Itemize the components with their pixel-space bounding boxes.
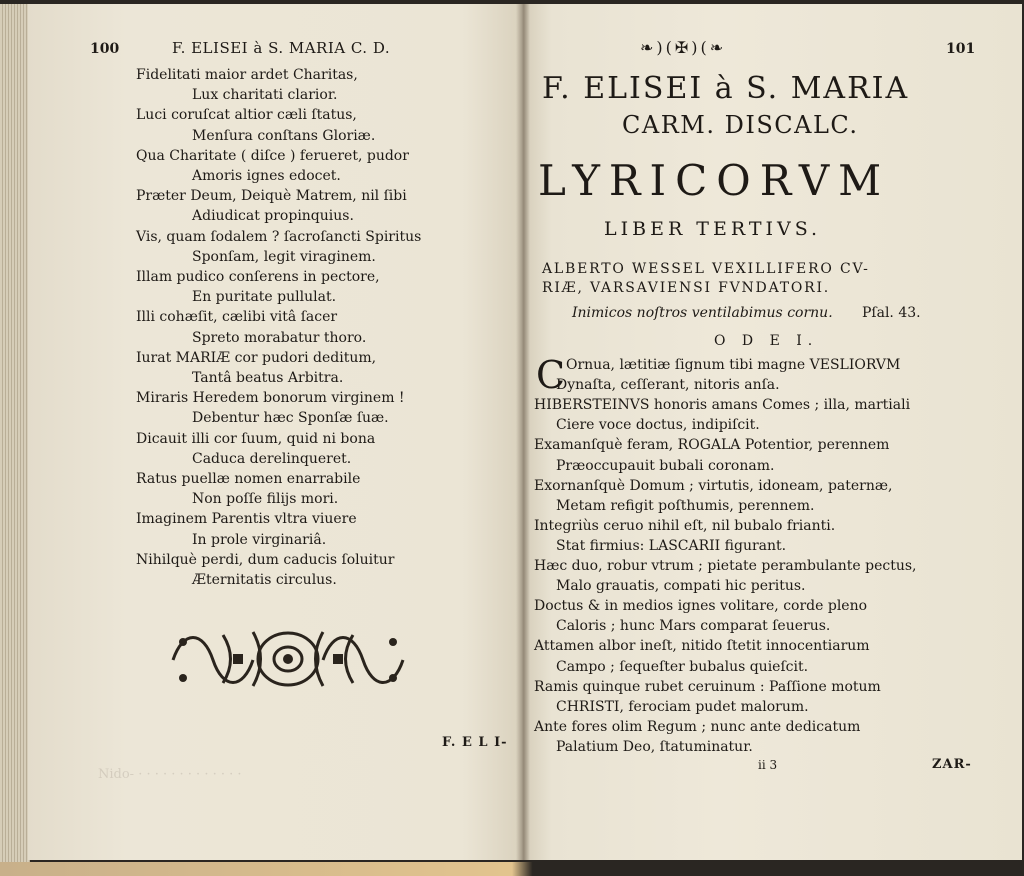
right-verse-line: Exornanſquè Domum ; virtutis, idoneam, paternæ, (534, 477, 893, 494)
left-verse-line: Tantâ beatus Arbitra. (192, 370, 344, 386)
left-page (28, 4, 522, 860)
right-verse-line: Ante fores olim Regum ; nunc ante dedicatum (534, 718, 861, 735)
right-verse-line: Examanſquè feram, ROGALA Potentior, perennem (534, 437, 890, 454)
headpiece-ornament-icon: ❧)(✠)(❧ (640, 38, 727, 57)
left-verse-line: Ratus puellæ nomen enarrabile (136, 471, 361, 487)
left-verse-line: Lux charitati clarior. (192, 87, 338, 104)
left-page-number: 100 (90, 41, 120, 57)
left-catchword: F. E L I- (442, 735, 508, 750)
bleed-through-text: Nido- · · · · · · · · · · · · · (98, 767, 242, 782)
left-verse-line: Præter Deum, Deiquè Matrem, nil ſibi (136, 188, 407, 205)
right-verse-line: Ciere voce doctus, indipiſcit. (556, 417, 760, 434)
left-verse-line: Nihilquè perdi, dum caducis ſoluitur (136, 551, 395, 568)
left-verse-line: Fidelitati maior ardet Charitas, (136, 67, 358, 83)
left-running-head: F. ELISEI à S. MARIA C. D. (172, 39, 391, 57)
signature-mark: ii 3 (758, 758, 778, 772)
right-verse-line: Attamen albor ineſt, nitido ſtetit innocentiarum (534, 638, 870, 655)
title-author: F. ELISEI à S. MARIA (542, 71, 910, 106)
left-verse-line: Qua Charitate ( diſce ) ferueret, pudor (136, 147, 409, 164)
dedication-line-2: RIÆ, VARSAVIENSI FVNDATORI. (542, 280, 831, 296)
right-verse-line: Campo ; ſequeſter bubalus quieſcit. (556, 658, 809, 675)
table-surface (0, 862, 1024, 876)
left-verse-line: Miraris Heredem bonorum virginem ! (136, 390, 405, 407)
right-page (522, 4, 1022, 860)
ornament-vignette-icon (163, 620, 413, 698)
left-verse-line: Sponſam, legit viraginem. (192, 248, 376, 265)
title-work: LYRICORVM (538, 156, 891, 205)
epigraph: Inimicos noſtros ventilabimus cornu. (572, 305, 833, 321)
right-verse-line: Doctus & in medios ignes volitare, corde pleno (534, 598, 868, 615)
left-verse-line: Menſura conſtans Gloriæ. (192, 127, 376, 144)
right-page-number: 101 (946, 41, 976, 57)
left-verse-line: Caduca derelinqueret. (192, 450, 352, 467)
right-verse-line: Stat firmius: LASCARII figurant. (556, 537, 787, 554)
right-verse-line: Ornua, lætitiæ ſignum tibi magne VESLIORVM (566, 357, 901, 373)
right-verse-line: Hæc duo, robur vtrum ; pietate perambulante pectus, (534, 558, 917, 574)
left-verse-line: Vis, quam ſodalem ? ſacroſancti Spiritus (136, 228, 422, 245)
epigraph-reference: Pſal. 43. (862, 305, 921, 321)
left-verse-line: Illi cohæſit, cælibi vitâ ſacer (136, 309, 338, 326)
title-book: LIBER TERTIVS. (604, 218, 822, 240)
right-verse-line: Integriùs ceruo nihil eſt, nil bubalo frianti. (534, 517, 836, 534)
left-verse-line: Imaginem Parentis vltra viuere (136, 511, 357, 528)
right-verse-line: Caloris ; hunc Mars comparat ſeuerus. (556, 618, 831, 635)
right-verse-line: CHRISTI, ferociam pudet malorum. (556, 698, 809, 715)
left-verse-line: Adiudicat propinquius. (192, 208, 354, 225)
right-verse-line: Palatium Deo, ſtatuminatur. (556, 738, 753, 755)
right-verse-line: Ramis quinque rubet ceruinum : Paſſione motum (534, 678, 881, 695)
left-verse-line: Spreto morabatur thoro. (192, 329, 367, 346)
left-verse-line: Luci coruſcat altior cæli ſtatus, (136, 107, 357, 124)
left-verse-line: Debentur hæc Sponſæ ſuæ. (192, 410, 389, 427)
left-verse-line: En puritate pullulat. (192, 289, 337, 306)
drop-cap: C (536, 353, 566, 397)
ode-heading: O D E I. (714, 333, 819, 349)
right-catchword: ZAR- (932, 757, 972, 772)
left-verse-line: Æternitatis circulus. (192, 572, 337, 588)
book-gutter (516, 4, 530, 860)
right-verse-line: Metam refigit poſthumis, perennem. (556, 497, 815, 514)
left-verse-line: In prole virginariâ. (192, 531, 327, 548)
right-verse-line: Præoccupauit bubali coronam. (556, 457, 775, 474)
right-verse-line: HIBERSTEINVS honoris amans Comes ; illa, martiali (534, 397, 911, 414)
left-verse-line: Amoris ignes edocet. (192, 168, 341, 184)
page-edges (0, 4, 30, 870)
left-verse-line: Dicauit illi cor ſuum, quid ni bona (136, 430, 376, 447)
dedication-line-1: ALBERTO WESSEL VEXILLIFERO CV- (542, 261, 870, 277)
left-verse-line: Illam pudico conſerens in pectore, (136, 269, 380, 285)
left-verse-line: Iurat MARIÆ cor pudori deditum, (136, 349, 377, 366)
title-order: CARM. DISCALC. (622, 111, 859, 139)
right-verse-line: Malo grauatis, compati hic peritus. (556, 578, 806, 595)
right-verse-line: Dynaſta, ceſſerant, nitoris anſa. (556, 377, 780, 394)
left-verse-line: Non poſſe filijs mori. (192, 491, 339, 508)
